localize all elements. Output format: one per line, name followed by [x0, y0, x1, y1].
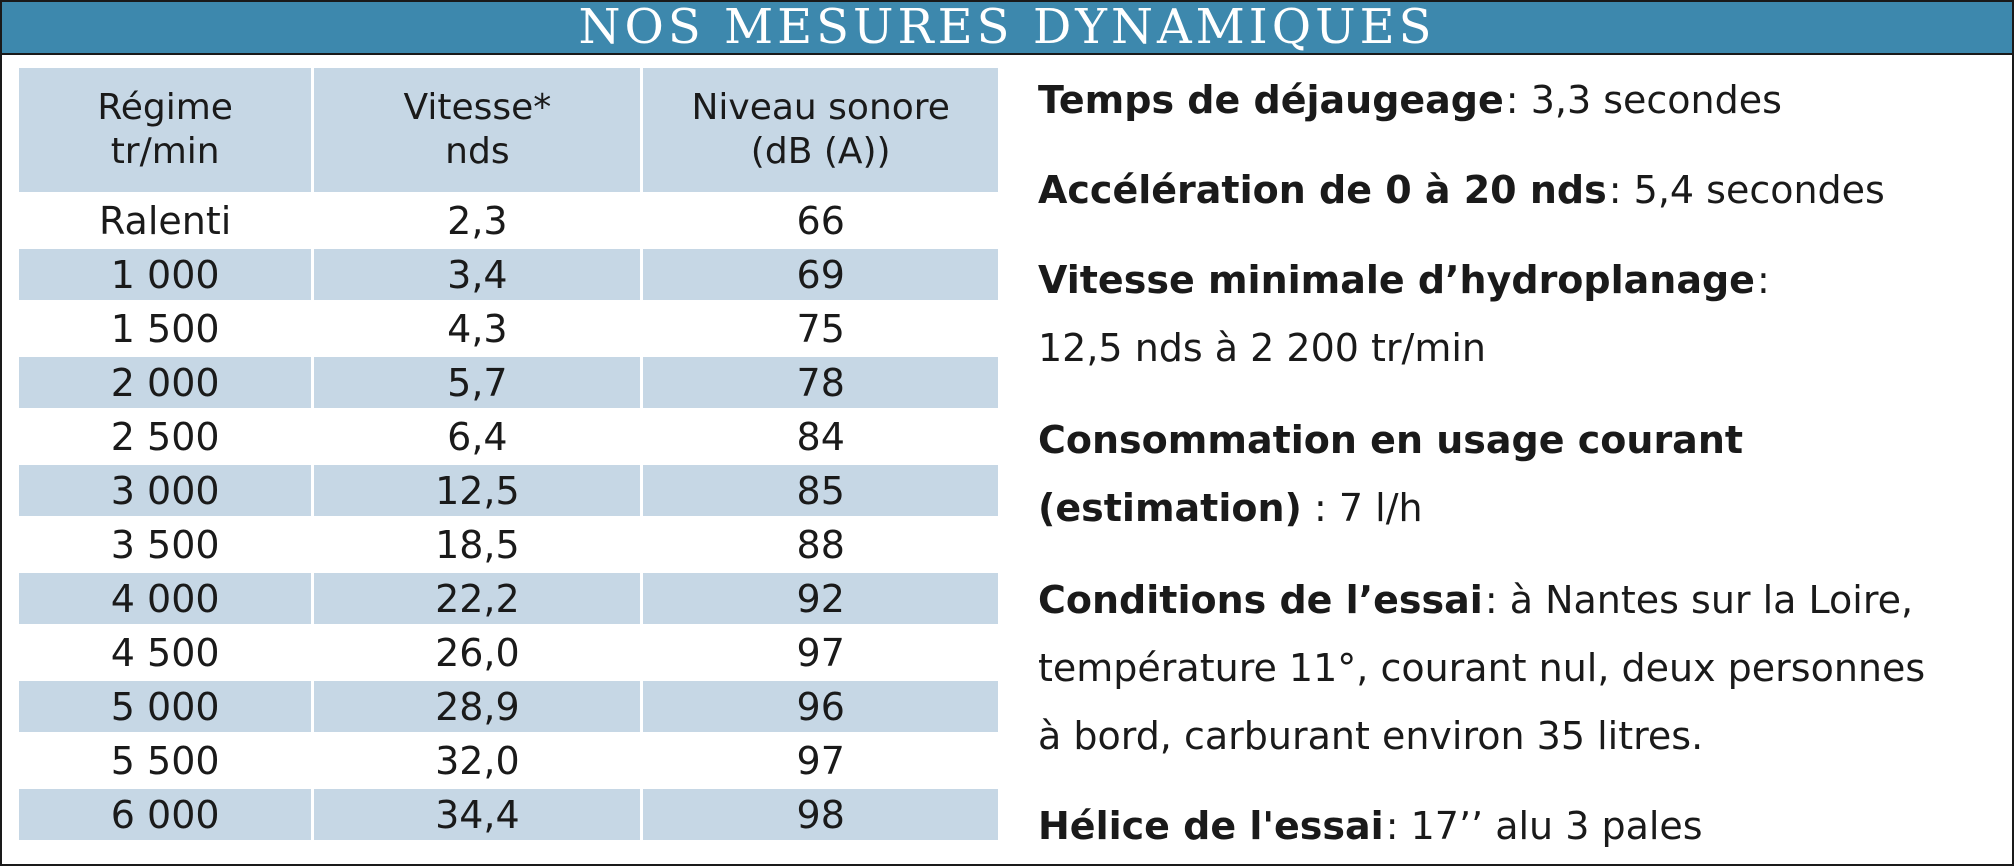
table-row	[18, 680, 1000, 734]
info-helice-label: Hélice de l'essai	[1038, 804, 1384, 848]
cell-vitesse: 28,9	[313, 680, 642, 734]
info-dejaugeage-value: 3,3 secondes	[1530, 78, 1782, 122]
info-separator: :	[1505, 78, 1519, 122]
info-helice-value: 17’’ alu 3 pales	[1410, 804, 1703, 848]
info-hydroplanage-value: 12,5 nds à 2 200 tr/min	[1038, 326, 1486, 370]
info-conditions-line2: température 11°, courant nul, deux personnes	[1038, 646, 1926, 690]
cell-vitesse: 4,3	[313, 302, 642, 356]
table-row	[18, 194, 1000, 248]
cell-niveau: 97	[642, 626, 1000, 680]
table-row	[18, 464, 1000, 518]
cell-regime: 2 500	[18, 410, 313, 464]
cell-regime: 1 000	[18, 248, 313, 302]
info-separator: :	[1608, 168, 1622, 212]
header-vitesse-line1: Vitesse*	[403, 87, 552, 128]
table-row	[18, 302, 1000, 356]
cell-niveau: 66	[642, 194, 1000, 248]
cell-regime: 5 500	[18, 734, 313, 788]
measures-table	[16, 68, 1001, 843]
info-consommation-line2	[1038, 474, 1998, 542]
info-acceleration	[1038, 156, 1998, 224]
cell-vitesse: 12,5	[313, 464, 642, 518]
table-row	[18, 518, 1000, 572]
cell-niveau: 69	[642, 248, 1000, 302]
header-niveau-line1: Niveau sonore	[691, 87, 950, 128]
cell-niveau: 75	[642, 302, 1000, 356]
cell-vitesse: 22,2	[313, 572, 642, 626]
cell-vitesse: 3,4	[313, 248, 642, 302]
table-row	[18, 734, 1000, 788]
test-info-block	[1038, 66, 1998, 860]
info-conditions-line1: à Nantes sur la Loire,	[1509, 578, 1914, 622]
header-regime-line1: Régime	[97, 87, 233, 128]
header-regime-line2: tr/min	[110, 131, 220, 172]
info-dejaugeage-label: Temps de déjaugeage	[1038, 78, 1504, 122]
cell-vitesse: 26,0	[313, 626, 642, 680]
cell-regime: 4 500	[18, 626, 313, 680]
cell-niveau: 85	[642, 464, 1000, 518]
cell-regime: 4 000	[18, 572, 313, 626]
info-conditions-line3: à bord, carburant environ 35 litres.	[1038, 714, 1704, 758]
cell-regime: 6 000	[18, 788, 313, 842]
cell-regime: 2 000	[18, 356, 313, 410]
panel-title: NOS MESURES DYNAMIQUES	[2, 2, 2012, 55]
cell-niveau: 92	[642, 572, 1000, 626]
cell-vitesse: 5,7	[313, 356, 642, 410]
cell-niveau: 78	[642, 356, 1000, 410]
cell-vitesse: 34,4	[313, 788, 642, 842]
info-separator: :	[1314, 486, 1327, 530]
table-row	[18, 626, 1000, 680]
info-separator: :	[1484, 578, 1498, 622]
info-hydroplanage-label: Vitesse minimale d’hydroplanage	[1038, 258, 1755, 302]
info-acceleration-value: 5,4 secondes	[1633, 168, 1885, 212]
cell-niveau: 97	[642, 734, 1000, 788]
table-row	[18, 248, 1000, 302]
cell-vitesse: 18,5	[313, 518, 642, 572]
cell-niveau: 88	[642, 518, 1000, 572]
table-row	[18, 788, 1000, 842]
info-dejaugeage	[1038, 66, 1998, 134]
info-separator: :	[1385, 804, 1399, 848]
table-row	[18, 356, 1000, 410]
cell-regime: 1 500	[18, 302, 313, 356]
info-consommation-label-line1: Consommation en usage courant	[1038, 418, 1744, 462]
header-niveau-line2: (dB (A))	[750, 131, 891, 172]
header-vitesse	[313, 68, 642, 194]
info-conditions-label: Conditions de l’essai	[1038, 578, 1483, 622]
cell-vitesse: 6,4	[313, 410, 642, 464]
info-conditions	[1038, 566, 1998, 634]
header-vitesse-line2: nds	[445, 131, 510, 172]
cell-regime: 5 000	[18, 680, 313, 734]
cell-niveau: 98	[642, 788, 1000, 842]
table-row	[18, 572, 1000, 626]
info-consommation-label-line2: (estimation)	[1038, 486, 1302, 530]
header-regime	[18, 68, 313, 194]
cell-regime: Ralenti	[18, 194, 313, 248]
cell-niveau: 84	[642, 410, 1000, 464]
info-acceleration-label: Accélération de 0 à 20 nds	[1038, 168, 1607, 212]
cell-regime: 3 000	[18, 464, 313, 518]
info-consommation-value: 7 l/h	[1338, 486, 1423, 530]
info-separator: :	[1756, 258, 1770, 302]
cell-vitesse: 32,0	[313, 734, 642, 788]
cell-niveau: 96	[642, 680, 1000, 734]
cell-regime: 3 500	[18, 518, 313, 572]
header-niveau-sonore	[642, 68, 1000, 194]
info-hydroplanage	[1038, 246, 1998, 314]
cell-vitesse: 2,3	[313, 194, 642, 248]
info-helice	[1038, 792, 1998, 860]
info-consommation	[1038, 406, 1998, 474]
table-header-row	[18, 68, 1000, 194]
table-row	[18, 410, 1000, 464]
